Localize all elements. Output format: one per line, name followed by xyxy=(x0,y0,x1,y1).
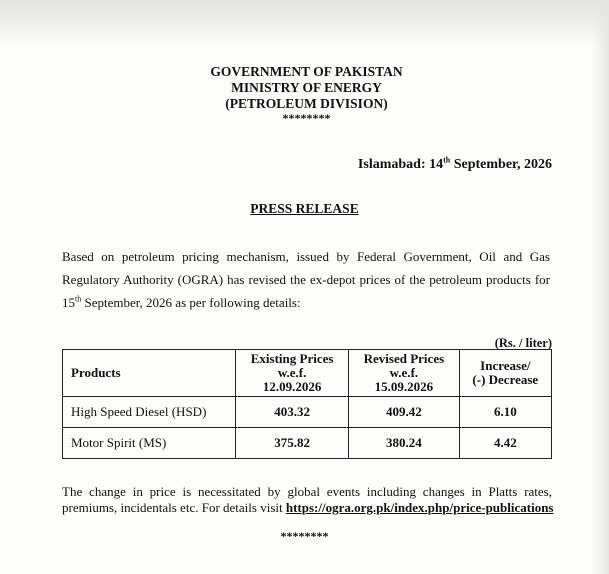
table-row xyxy=(63,428,552,459)
header-revised-line-1: Revised Prices xyxy=(363,351,445,366)
letterhead-line-2: MINISTRY OF ENERGY xyxy=(231,80,382,95)
page-shadow-right xyxy=(591,0,609,574)
intro-line-2: Regulatory Authority (OGRA) has revised the ex-depot prices of the petroleum products for xyxy=(62,272,550,287)
row-existing-price: 375.82 xyxy=(236,428,349,459)
unit-label: (Rs. / liter) xyxy=(494,336,552,350)
row-price-change: 4.42 xyxy=(459,428,551,459)
row-existing-price: 403.32 xyxy=(236,397,349,428)
closing-line-2-text: premiums, incidentals etc. For details visit xyxy=(62,500,286,515)
header-existing-line-3: 12.09.2026 xyxy=(262,379,322,394)
intro-date-suffix: September, 2026 as per following details: xyxy=(81,295,301,310)
row-product: High Speed Diesel (HSD) xyxy=(63,397,236,428)
header-revised-line-2: w.e.f. xyxy=(389,365,419,380)
header-change xyxy=(459,350,551,397)
dateline xyxy=(358,157,552,173)
dateline-suffix: September, 2026 xyxy=(450,157,552,172)
ogra-price-publications-link[interactable]: https://ogra.org.pk/index.php/price-publications xyxy=(285,500,554,515)
header-existing-line-1: Existing Prices xyxy=(250,351,334,366)
header-revised-prices xyxy=(349,350,459,397)
letterhead-stars: ******** xyxy=(282,111,331,125)
table-row xyxy=(63,397,552,428)
price-table-header-row xyxy=(63,350,552,397)
letterhead-line-1: GOVERNMENT OF PAKISTAN xyxy=(210,64,403,79)
letterhead-line-3: (PETROLEUM DIVISION) xyxy=(225,96,388,111)
header-change-line-1: Increase/ xyxy=(480,358,531,373)
dateline-ordinal: th xyxy=(443,155,451,165)
closing-line-2 xyxy=(62,500,552,516)
intro-line-3 xyxy=(62,291,550,314)
header-change-line-2: (-) Decrease xyxy=(472,372,539,387)
closing-line-1: The change in price is necessitated by global events including changes in Platts rates, xyxy=(62,484,552,499)
row-product: Motor Spirit (MS) xyxy=(63,428,236,459)
intro-line-1: Based on petroleum pricing mechanism, issued by Federal Government, Oil and Gas xyxy=(62,249,550,264)
dateline-prefix: Islamabad: 14 xyxy=(357,157,444,172)
row-revised-price: 380.24 xyxy=(349,428,459,459)
header-existing-line-2: w.e.f. xyxy=(277,365,307,380)
intro-date-prefix: 15 xyxy=(62,295,75,310)
closing-paragraph xyxy=(62,484,552,516)
header-products: Products xyxy=(63,350,236,397)
header-existing-prices xyxy=(236,350,349,397)
intro-paragraph xyxy=(62,245,550,314)
row-revised-price: 409.42 xyxy=(349,397,459,428)
price-table xyxy=(62,349,552,459)
header-revised-line-3: 15.09.2026 xyxy=(374,379,434,394)
letterhead xyxy=(140,64,473,124)
intro-date-ordinal: th xyxy=(75,294,82,304)
document-title: PRESS RELEASE xyxy=(250,201,359,216)
page-shadow-top xyxy=(0,0,609,48)
row-price-change: 6.10 xyxy=(459,397,551,428)
footer-stars: ******** xyxy=(280,529,329,543)
